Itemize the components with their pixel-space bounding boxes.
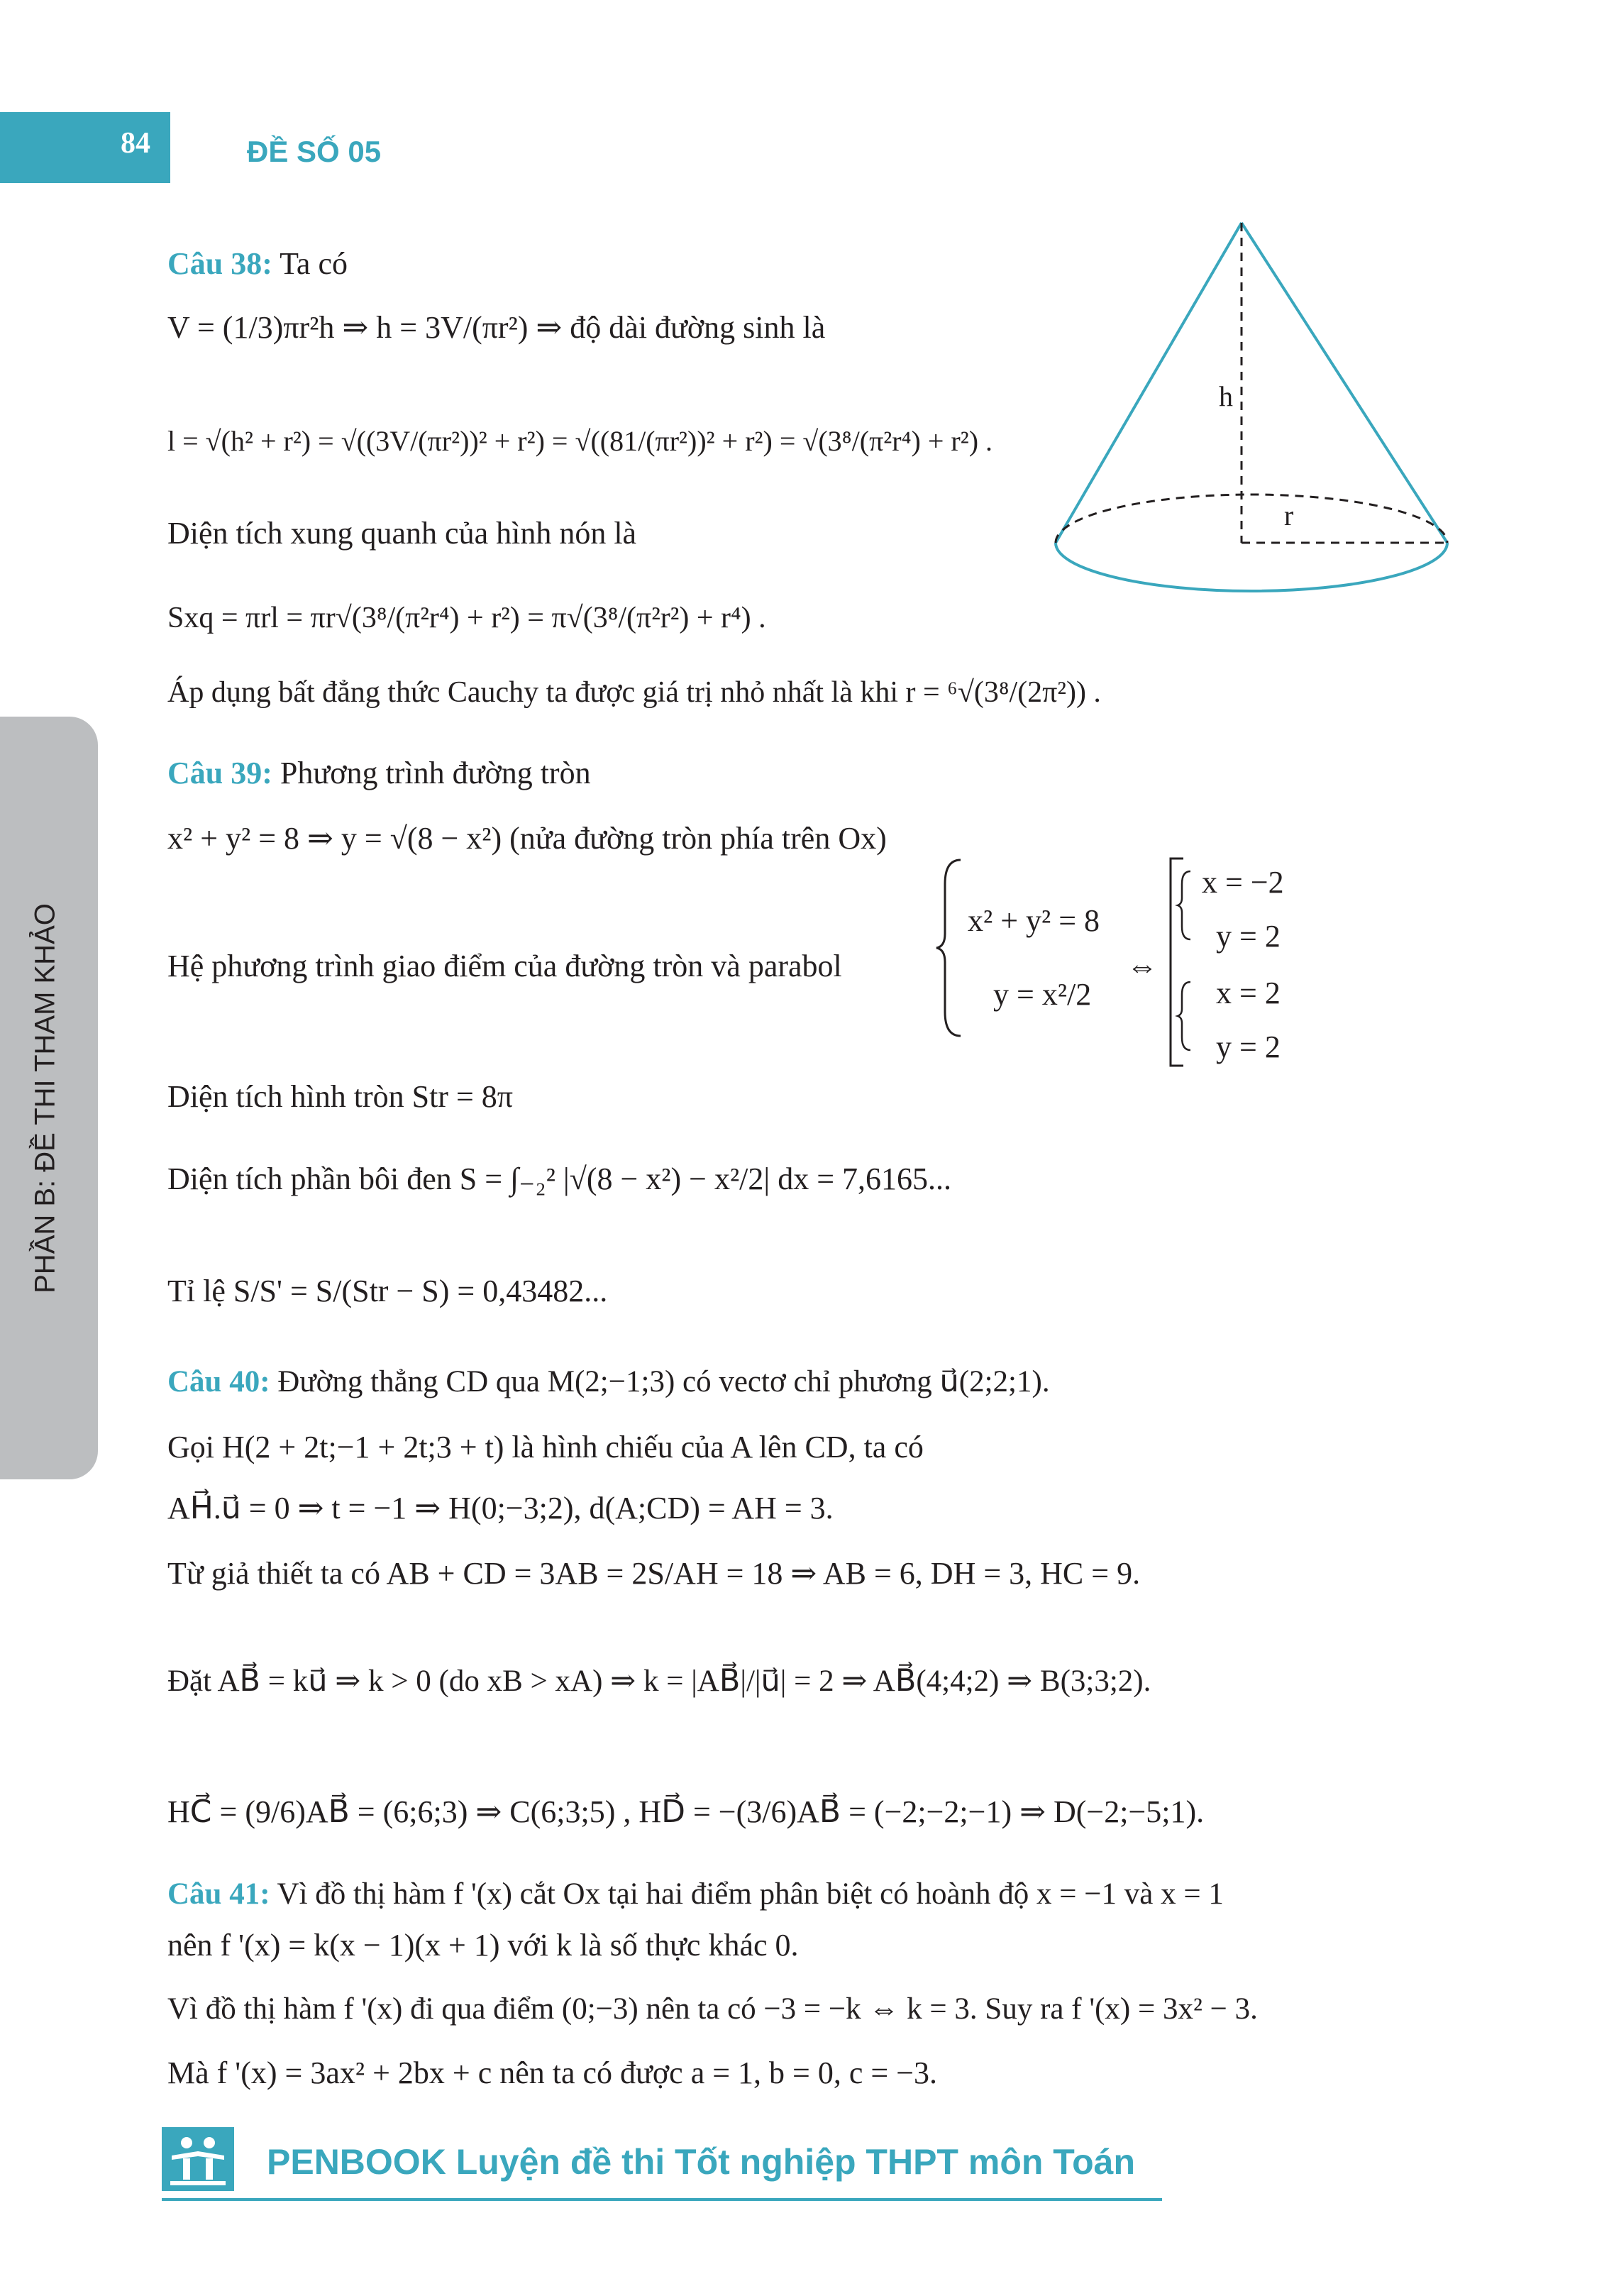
text-line: Tỉ lệ S/S' = S/(Str − S) = 0,43482... <box>167 1274 608 1308</box>
system-brace <box>935 856 963 1040</box>
text-line: y = 2 <box>1216 919 1281 954</box>
footer-rule <box>162 2198 1162 2201</box>
text-line: Mà f '(x) = 3ax² + 2bx + c nên ta có được a = 1, b = 0, c = −3. <box>167 2055 938 2090</box>
text-line: y = x²/2 <box>993 977 1092 1012</box>
solution-bracket <box>1163 856 1192 1069</box>
text-line: HC⃗ = (9/6)AB⃗ = (6;6;3) ⇒ C(6;3;5) , HD⃗ = −(3/6)AB⃗ = (−2;−2;−1) ⇒ D(−2;−5;1). <box>167 1794 1205 1829</box>
text-line: Từ giả thiết ta có AB + CD = 3AB = 2S/AH = 18 ⇒ AB = 6, DH = 3, HC = 9. <box>167 1556 1141 1591</box>
text-line: Diện tích hình tròn Str = 8π <box>167 1079 513 1114</box>
text-line: x = −2 <box>1202 865 1284 900</box>
chapter-title: ĐỀ SỐ 05 <box>247 135 382 168</box>
text-line: Câu 40: Đường thẳng CD qua M(2;−1;3) có vectơ chỉ phương u⃗(2;2;1). <box>167 1365 1050 1398</box>
text-line: Câu 38: Ta có <box>167 246 348 281</box>
text-line: Hệ phương trình giao điểm của đường tròn và parabol <box>167 949 842 983</box>
text-line: x = 2 <box>1216 976 1281 1010</box>
text-line: Vì đồ thị hàm f '(x) đi qua điểm (0;−3) nên ta có −3 = −k ⇔ k = 3. Suy ra f '(x) = 3x² − 3. <box>167 1992 1258 2026</box>
radius-label: r <box>1284 500 1294 531</box>
text-line: Gọi H(2 + 2t;−1 + 2t;3 + t) là hình chiếu của A lên CD, ta có <box>167 1430 924 1464</box>
text-line: Áp dụng bất đẳng thức Cauchy ta được giá trị nhỏ nhất là khi r = ⁶√(3⁸/(2π²)) . <box>167 676 1101 709</box>
cone-base-front <box>1056 543 1447 591</box>
text-line: x² + y² = 8 <box>968 903 1100 938</box>
text-line: Diện tích xung quanh của hình nón là <box>167 516 637 551</box>
page-number: 84 <box>121 127 150 160</box>
text-line: V = (1/3)πr²h ⇒ h = 3V/(πr²) ⇒ độ dài đường sinh là <box>167 310 826 345</box>
text-line: Đặt AB⃗ = ku⃗ ⇒ k > 0 (do xB > xA) ⇒ k = |AB⃗|/|u⃗| = 2 ⇒ AB⃗(4;4;2) ⇒ B(3;3;2). <box>167 1665 1151 1698</box>
text-line: l = √(h² + r²) = √((3V/(πr²))² + r²) = √((81/(πr²))² + r²) = √(3⁸/(π²r⁴) + r²) . <box>167 425 993 457</box>
side-tab-label: PHẦN B: ĐỀ THI THAM KHẢO <box>29 903 61 1293</box>
height-label: h <box>1219 380 1233 412</box>
text-line: nên f '(x) = k(x − 1)(x + 1) với k là số thực khác 0. <box>167 1928 799 1963</box>
text-line: Câu 41: Vì đồ thị hàm f '(x) cắt Ox tại hai điểm phân biệt có hoành độ x = −1 và x = 1 <box>167 1877 1224 1911</box>
text-line: y = 2 <box>1216 1030 1281 1064</box>
penbook-logo <box>162 2127 234 2191</box>
cone-base-back <box>1056 495 1447 543</box>
text-line: ⇔ <box>1127 949 1158 983</box>
text-line: Sxq = πrl = πr√(3⁸/(π²r⁴) + r²) = π√(3⁸/(π²r²) + r⁴) . <box>167 602 766 634</box>
cone-figure <box>1043 213 1469 610</box>
text-line: x² + y² = 8 ⇒ y = √(8 − x²) (nửa đường tròn phía trên Ox) <box>167 821 887 856</box>
text-line: Câu 39: Phương trình đường tròn <box>167 756 591 790</box>
footer-title: PENBOOK Luyện đề thi Tốt nghiệp THPT môn Toán <box>267 2142 1136 2182</box>
text-line: AH⃗.u⃗ = 0 ⇒ t = −1 ⇒ H(0;−3;2), d(A;CD) = AH = 3. <box>167 1491 834 1525</box>
text-line: Diện tích phần bôi đen S = ∫₋₂² |√(8 − x²) − x²/2| dx = 7,6165... <box>167 1161 952 1196</box>
